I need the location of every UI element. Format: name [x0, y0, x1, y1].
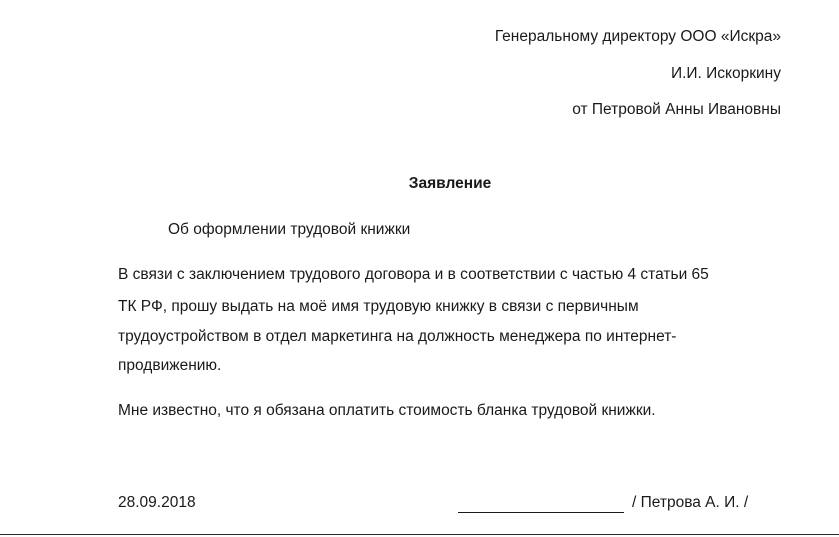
document-title: Заявление	[408, 175, 492, 192]
recipient-name: И.И. Искоркину	[670, 65, 781, 82]
recipient-position: Генеральному директору ООО «Искра»	[494, 28, 781, 45]
signature-line	[458, 495, 624, 513]
body-line-1: В связи с заключением трудового договора и в соответствии с частью 4 статьи 65	[118, 266, 709, 283]
document-date: 28.09.2018	[118, 494, 196, 511]
body-line-3: трудоустройством в отдел маркетинга на должность менеджера по интернет-	[118, 328, 677, 345]
signer-name: / Петрова А. И. /	[632, 494, 749, 511]
document-subject: Об оформлении трудовой книжки	[168, 221, 411, 238]
sender-name: от Петровой Анны Ивановны	[572, 101, 781, 118]
body-paragraph-2: Мне известно, что я обязана оплатить стоимость бланка трудовой книжки.	[118, 402, 656, 419]
page-bottom-rule	[0, 534, 839, 535]
body-line-4: продвижению.	[118, 357, 222, 374]
body-line-2: ТК РФ, прошу выдать на моё имя трудовую книжку в связи с первичным	[118, 298, 639, 315]
